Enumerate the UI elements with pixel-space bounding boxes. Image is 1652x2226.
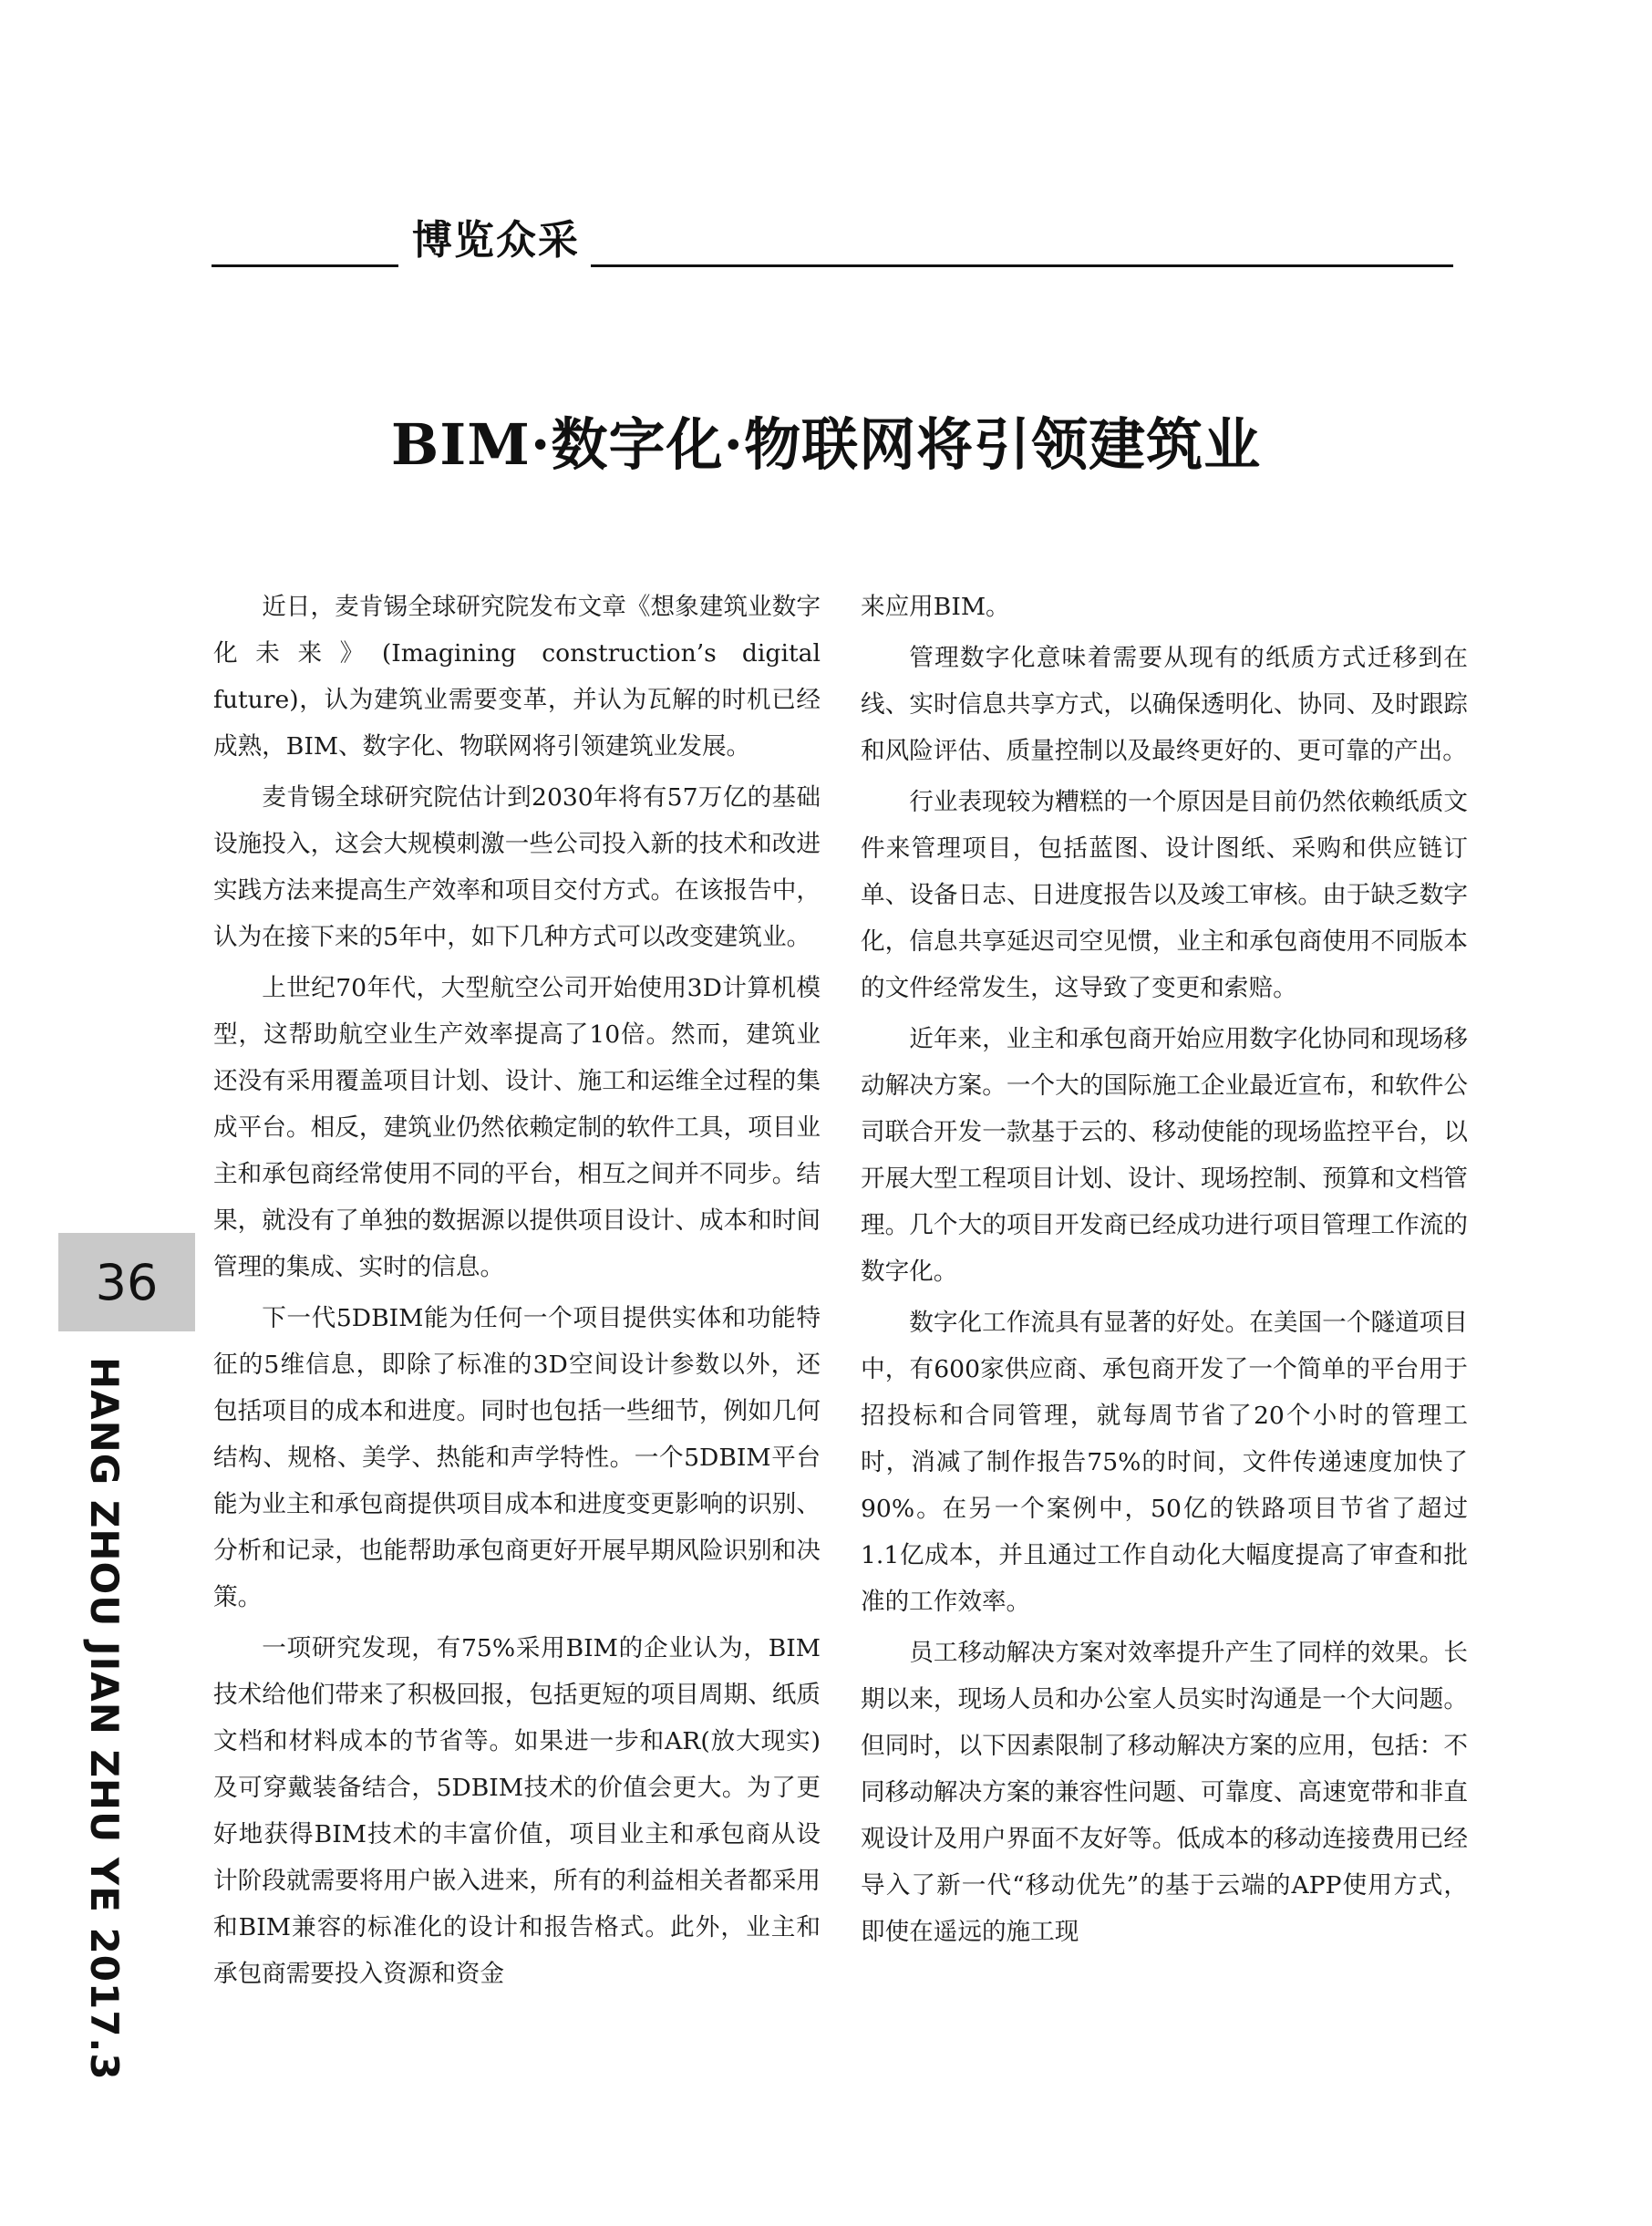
paragraph: 来应用BIM。: [861, 593, 1010, 621]
section-header: [212, 215, 1453, 272]
header-rule-right: [591, 264, 1453, 267]
section-label: 博览众采: [412, 217, 580, 264]
paragraph: 下一代5DBIM能为任何一个项目提供实体和功能特征的5维信息，即除了标准的3D空间设计参数以外，还包括项目的成本和进度。同时也包括一些细节，例如几何结构、规格、美学、热能和声学特性。一个5DBIM平台能为业主和承包商提供项目成本和进度变更影响的识别、分析和记录，也能帮助承包商更好开展早期风险识别和决策。: [213, 1304, 821, 1611]
left-column: [213, 584, 821, 2002]
paragraph: 员工移动解决方案对效率提升产生了同样的效果。长期以来，现场人员和办公室人员实时沟通是一个大问题。但同时，以下因素限制了移动解决方案的应用，包括：不同移动解决方案的兼容性问题、可靠度、高速宽带和非直观设计及用户界面不友好等。低成本的移动连接费用已经导入了新一代“移动优先”的基于云端的APP使用方式，即使在遥远的施工现: [861, 1639, 1468, 1946]
page-number: 36: [58, 1233, 195, 1331]
article-title: BIM·数字化·物联网将引领建筑业: [390, 411, 1262, 478]
paragraph: 上世纪70年代，大型航空公司开始使用3D计算机模型，这帮助航空业生产效率提高了10倍。然而，建筑业还没有采用覆盖项目计划、设计、施工和运维全过程的集成平台。相反，建筑业仍然依赖定制的软件工具，项目业主和承包商经常使用不同的平台，相互之间并不同步。结果，就没有了单独的数据源以提供项目设计、成本和时间管理的集成、实时的信息。: [213, 974, 821, 1281]
paragraph: 一项研究发现，有75%采用BIM的企业认为，BIM技术给他们带来了积极回报，包括更短的项目周期、纸质文档和材料成本的节省等。如果进一步和AR(放大现实)及可穿戴装备结合，5DBIM技术的价值会更大。为了更好地获得BIM技术的丰富价值，项目业主和承包商从设计阶段就需要将用户嵌入进来，所有的利益相关者都采用和BIM兼容的标准化的设计和报告格式。此外，业主和承包商需要投入资源和资金: [213, 1634, 821, 1988]
right-column: [861, 584, 1468, 1960]
journal-issue-label: HANG ZHOU JIAN ZHU YE 2017.3: [82, 1357, 127, 2081]
paragraph: 数字化工作流具有显著的好处。在美国一个隧道项目中，有600家供应商、承包商开发了一个简单的平台用于招投标和合同管理，就每周节省了20个小时的管理工时，消减了制作报告75%的时间，文件传递速度加快了90%。在另一个案例中，50亿的铁路项目节省了超过1.1亿成本，并且通过工作自动化大幅度提高了审查和批准的工作效率。: [861, 1309, 1468, 1616]
paragraph: 管理数字化意味着需要从现有的纸质方式迁移到在线、实时信息共享方式，以确保透明化、协同、及时跟踪和风险评估、质量控制以及最终更好的、更可靠的产出。: [861, 644, 1468, 765]
header-rule-left: [212, 264, 398, 267]
paragraph: 麦肯锡全球研究院估计到2030年将有57万亿的基础设施投入，这会大规模刺激一些公司投入新的技术和改进实践方法来提高生产效率和项目交付方式。在该报告中，认为在接下来的5年中，如下几种方式可以改变建筑业。: [213, 783, 821, 951]
paragraph: 近日，麦肯锡全球研究院发布文章《想象建筑业数字化未来》(Imagining construction’s digital future)，认为建筑业需要变革，并认为瓦解的时机已经成熟，BIM、数字化、物联网将引领建筑业发展。: [213, 593, 821, 761]
paragraph: 行业表现较为糟糕的一个原因是目前仍然依赖纸质文件来管理项目，包括蓝图、设计图纸、采购和供应链订单、设备日志、日进度报告以及竣工审核。由于缺乏数字化，信息共享延迟司空见惯，业主和承包商使用不同版本的文件经常发生，这导致了变更和索赔。: [861, 788, 1468, 1002]
paragraph: 近年来，业主和承包商开始应用数字化协同和现场移动解决方案。一个大的国际施工企业最近宣布，和软件公司联合开发一款基于云的、移动使能的现场监控平台，以开展大型工程项目计划、设计、现场控制、预算和文档管理。几个大的项目开发商已经成功进行项目管理工作流的数字化。: [861, 1025, 1468, 1286]
